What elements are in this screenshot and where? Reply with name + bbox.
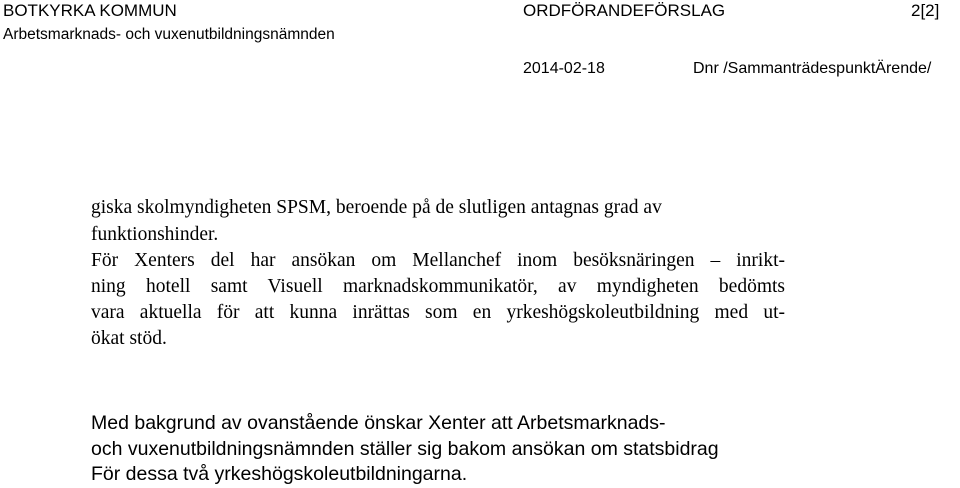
document-type: ORDFÖRANDEFÖRSLAG [523,1,726,20]
paragraph-2-line-4: ökat stöd. [91,328,167,349]
paragraph-2-line-1: För Xenters del har ansökan om Mellanchef inom besöksnäringen – inrikt- [91,250,785,271]
paragraph-3-line-3: För dessa två yrkeshögskoleutbildningarna. [91,463,468,485]
page-number: 2[2] [911,1,940,20]
paragraph-3-line-1: Med bakgrund av ovanstående önskar Xenter att Arbetsmarknads- [91,412,666,434]
document-date: 2014-02-18 [523,60,605,77]
paragraph-1-line-1: giska skolmyndigheten SPSM, beroende på de slutligen antagnas grad av [91,197,662,218]
paragraph-2-line-2: ning hotell samt Visuell marknadskommunikatör, av myndigheten bedömts [91,276,785,297]
paragraph-3-line-2: och vuxenutbildningsnämnden ställer sig bakom ansökan om statsbidrag [91,438,719,460]
committee-name: Arbetsmarknads- och vuxenutbildningsnämnden [3,26,335,43]
paragraph-1-line-2: funktionshinder. [91,224,219,245]
paragraph-2-line-3: vara aktuella för att kunna inrättas som en yrkeshögskoleutbildning med ut- [91,302,785,323]
document-dnr: Dnr /SammanträdespunktÄrende/ [693,60,932,77]
organization-name: BOTKYRKA KOMMUN [3,1,177,20]
